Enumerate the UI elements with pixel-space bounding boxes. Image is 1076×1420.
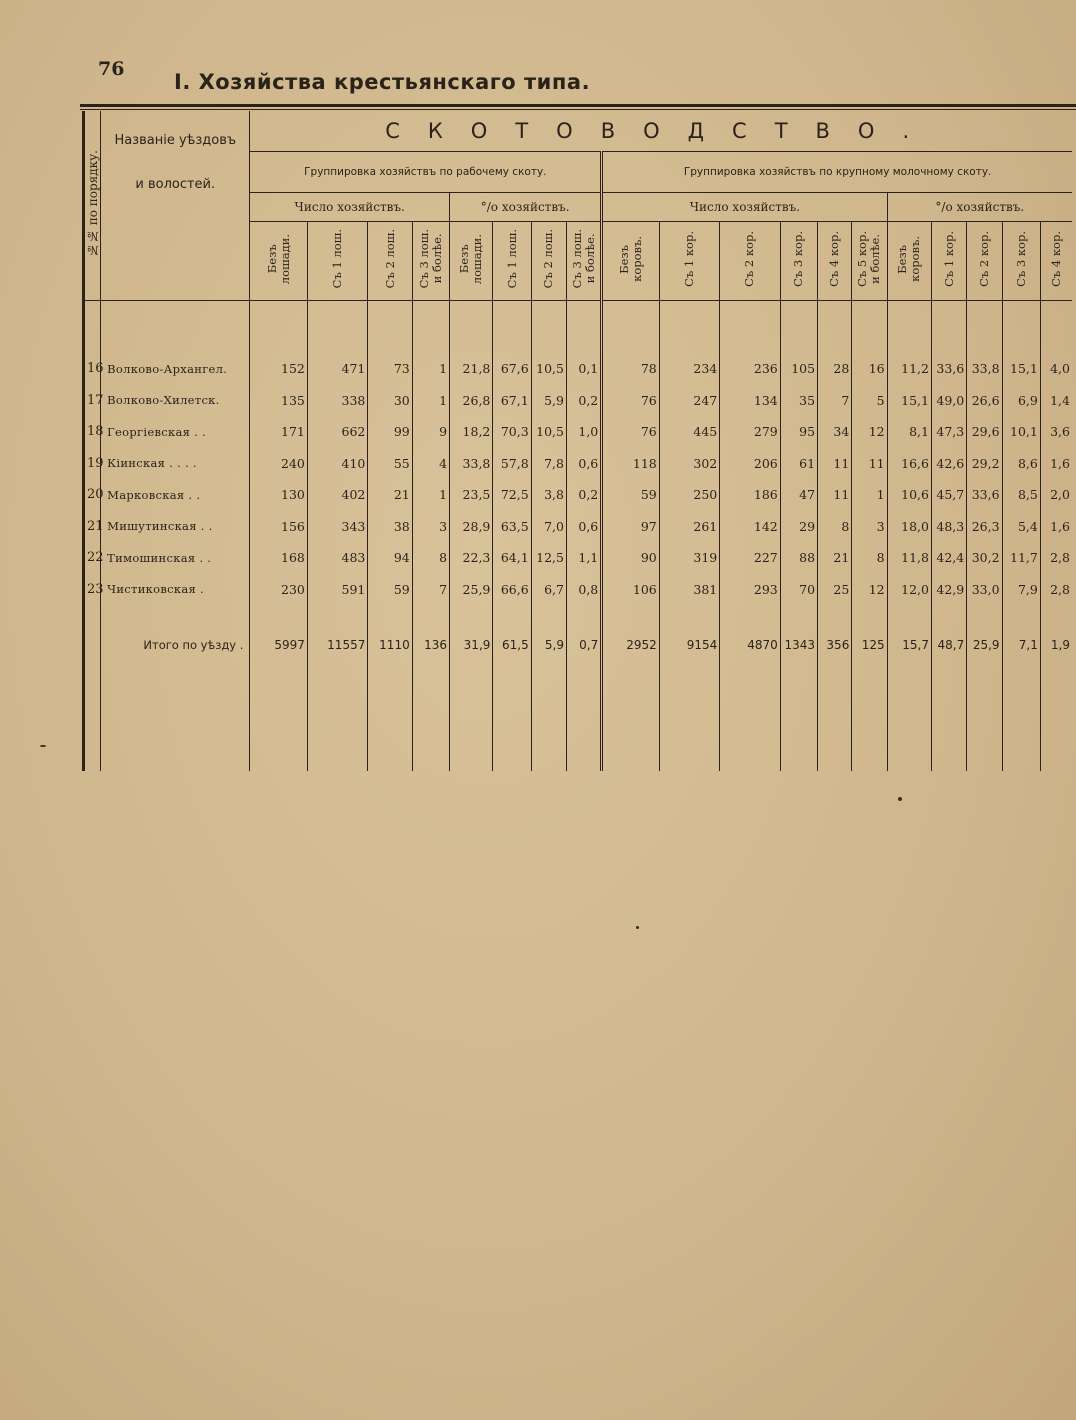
data-cell: 28,9 bbox=[450, 511, 493, 543]
data-cell: 12 bbox=[852, 416, 887, 448]
data-cell: 142 bbox=[720, 511, 781, 543]
data-cell: 26,8 bbox=[450, 385, 493, 417]
total-cell: 356 bbox=[818, 629, 852, 661]
table-row bbox=[84, 448, 1073, 480]
data-cell: 97 bbox=[602, 511, 659, 543]
col-header: Съ 3 кор. bbox=[780, 222, 817, 301]
total-cell: 48,7 bbox=[931, 629, 966, 661]
data-cell: 1 bbox=[412, 353, 449, 385]
data-cell: 1,1 bbox=[566, 542, 601, 574]
data-cell: 29,2 bbox=[967, 448, 1002, 480]
data-cell: 662 bbox=[307, 416, 368, 448]
data-cell: 1 bbox=[412, 479, 449, 511]
table-row bbox=[84, 574, 1073, 606]
data-cell: 106 bbox=[602, 574, 659, 606]
row-number: 22 bbox=[84, 542, 101, 574]
data-cell: 338 bbox=[307, 385, 368, 417]
district-name: Марковская . . bbox=[101, 479, 250, 511]
total-cell: 1343 bbox=[780, 629, 817, 661]
col-header: Съ 2 лош. bbox=[531, 222, 566, 301]
data-cell: 47,3 bbox=[931, 416, 966, 448]
row-number: 20 bbox=[84, 479, 101, 511]
data-cell: 11,7 bbox=[1002, 542, 1040, 574]
header-rule-thin bbox=[80, 109, 1076, 110]
header-rule bbox=[80, 104, 1076, 107]
data-cell: 70,3 bbox=[493, 416, 531, 448]
data-cell: 45,7 bbox=[931, 479, 966, 511]
total-cell: 25,9 bbox=[967, 629, 1002, 661]
data-cell: 26,6 bbox=[967, 385, 1002, 417]
data-cell: 0,8 bbox=[566, 574, 601, 606]
data-cell: 12,5 bbox=[531, 542, 566, 574]
data-cell: 152 bbox=[250, 353, 307, 385]
paper-speck bbox=[898, 797, 902, 801]
data-cell: 23,5 bbox=[450, 479, 493, 511]
top-spacer-row bbox=[84, 301, 1073, 354]
total-cell: 31,9 bbox=[450, 629, 493, 661]
col-header: Безъ коровъ. bbox=[887, 222, 931, 301]
paper-speck bbox=[40, 745, 46, 747]
total-label: Итого по уѣзду . bbox=[101, 629, 250, 661]
col-header: Съ 5 кор. и болѣе. bbox=[852, 222, 887, 301]
data-cell: 234 bbox=[659, 353, 720, 385]
group-workstock-count-header: Число хозяйствъ. bbox=[250, 193, 450, 222]
data-cell: 381 bbox=[659, 574, 720, 606]
data-cell: 7 bbox=[818, 385, 852, 417]
col-header: Съ 3 кор. bbox=[1002, 222, 1040, 301]
data-cell: 0,6 bbox=[566, 448, 601, 480]
table-row bbox=[84, 511, 1073, 543]
group-dairy-count-header: Число хозяйствъ. bbox=[602, 193, 887, 222]
data-cell: 168 bbox=[250, 542, 307, 574]
data-cell: 2,0 bbox=[1040, 479, 1072, 511]
data-cell: 15,1 bbox=[887, 385, 931, 417]
data-cell: 10,1 bbox=[1002, 416, 1040, 448]
data-cell: 59 bbox=[602, 479, 659, 511]
group-workstock-pct-header: °/о хозяйствъ. bbox=[450, 193, 602, 222]
data-cell: 59 bbox=[368, 574, 412, 606]
data-cell: 22,3 bbox=[450, 542, 493, 574]
data-cell: 1,6 bbox=[1040, 511, 1072, 543]
section-caption: СКОТОВОДСТВО. bbox=[250, 111, 1072, 152]
data-cell: 3 bbox=[412, 511, 449, 543]
total-row bbox=[84, 629, 1073, 661]
group-dairy-pct-header: °/о хозяйствъ. bbox=[887, 193, 1072, 222]
data-cell: 250 bbox=[659, 479, 720, 511]
data-cell: 8,6 bbox=[1002, 448, 1040, 480]
col-header: Безъ лошади. bbox=[250, 222, 307, 301]
data-cell: 186 bbox=[720, 479, 781, 511]
data-cell: 67,6 bbox=[493, 353, 531, 385]
table-row bbox=[84, 416, 1073, 448]
col-header: Съ 2 кор. bbox=[720, 222, 781, 301]
district-name: Кiинская . . . . bbox=[101, 448, 250, 480]
data-cell: 99 bbox=[368, 416, 412, 448]
data-cell: 0,2 bbox=[566, 385, 601, 417]
data-cell: 49,0 bbox=[931, 385, 966, 417]
data-cell: 156 bbox=[250, 511, 307, 543]
data-cell: 6,7 bbox=[531, 574, 566, 606]
data-cell: 18,0 bbox=[887, 511, 931, 543]
total-cell: 5,9 bbox=[531, 629, 566, 661]
data-cell: 7,9 bbox=[1002, 574, 1040, 606]
total-cell: 15,7 bbox=[887, 629, 931, 661]
data-cell: 38 bbox=[368, 511, 412, 543]
data-cell: 319 bbox=[659, 542, 720, 574]
data-cell: 445 bbox=[659, 416, 720, 448]
data-cell: 25 bbox=[818, 574, 852, 606]
data-cell: 8,1 bbox=[887, 416, 931, 448]
data-cell: 4 bbox=[412, 448, 449, 480]
district-name: Мишутинская . . bbox=[101, 511, 250, 543]
data-cell: 1,0 bbox=[566, 416, 601, 448]
data-cell: 591 bbox=[307, 574, 368, 606]
data-cell: 57,8 bbox=[493, 448, 531, 480]
data-cell: 410 bbox=[307, 448, 368, 480]
data-cell: 8 bbox=[818, 511, 852, 543]
data-cell: 21 bbox=[368, 479, 412, 511]
data-cell: 402 bbox=[307, 479, 368, 511]
data-cell: 11,8 bbox=[887, 542, 931, 574]
row-number: 23 bbox=[84, 574, 101, 606]
data-cell: 67,1 bbox=[493, 385, 531, 417]
col-name-header-line1: Названiе уѣздовъ bbox=[114, 133, 237, 148]
data-cell: 230 bbox=[250, 574, 307, 606]
data-cell: 7 bbox=[412, 574, 449, 606]
total-cell: 4870 bbox=[720, 629, 781, 661]
data-cell: 4,0 bbox=[1040, 353, 1072, 385]
data-cell: 76 bbox=[602, 416, 659, 448]
data-cell: 1 bbox=[412, 385, 449, 417]
data-cell: 34 bbox=[818, 416, 852, 448]
data-cell: 5 bbox=[852, 385, 887, 417]
data-cell: 9 bbox=[412, 416, 449, 448]
data-cell: 88 bbox=[780, 542, 817, 574]
data-cell: 0,1 bbox=[566, 353, 601, 385]
data-cell: 3 bbox=[852, 511, 887, 543]
data-cell: 3,8 bbox=[531, 479, 566, 511]
data-cell: 12,0 bbox=[887, 574, 931, 606]
tail-row bbox=[84, 661, 1073, 771]
total-cell: 125 bbox=[852, 629, 887, 661]
col-header: Съ 4 кор. bbox=[1040, 222, 1072, 301]
col-header: Безъ лошади. bbox=[450, 222, 493, 301]
table-row bbox=[84, 385, 1073, 417]
data-cell: 236 bbox=[720, 353, 781, 385]
data-cell: 8 bbox=[412, 542, 449, 574]
col-header: Съ 2 кор. bbox=[967, 222, 1002, 301]
data-cell: 33,6 bbox=[967, 479, 1002, 511]
col-header: Съ 1 лош. bbox=[307, 222, 368, 301]
total-cell: 61,5 bbox=[493, 629, 531, 661]
page-number: 76 bbox=[98, 58, 125, 80]
data-cell: 15,1 bbox=[1002, 353, 1040, 385]
data-cell: 227 bbox=[720, 542, 781, 574]
district-name: Волково-Хилетск. bbox=[101, 385, 250, 417]
gap-row bbox=[84, 605, 1073, 629]
data-cell: 48,3 bbox=[931, 511, 966, 543]
table-row bbox=[84, 479, 1073, 511]
total-cell: 0,7 bbox=[566, 629, 601, 661]
total-cell: 11557 bbox=[307, 629, 368, 661]
data-cell: 42,9 bbox=[931, 574, 966, 606]
paper-speck bbox=[636, 926, 639, 929]
data-cell: 0,6 bbox=[566, 511, 601, 543]
col-header: Съ 2 лош. bbox=[368, 222, 412, 301]
data-cell: 21,8 bbox=[450, 353, 493, 385]
data-cell: 11,2 bbox=[887, 353, 931, 385]
total-cell: 9154 bbox=[659, 629, 720, 661]
data-cell: 18,2 bbox=[450, 416, 493, 448]
data-cell: 66,6 bbox=[493, 574, 531, 606]
total-cell: 7,1 bbox=[1002, 629, 1040, 661]
data-cell: 135 bbox=[250, 385, 307, 417]
data-cell: 1,6 bbox=[1040, 448, 1072, 480]
district-name: Тимошинская . . bbox=[101, 542, 250, 574]
data-cell: 64,1 bbox=[493, 542, 531, 574]
data-cell: 76 bbox=[602, 385, 659, 417]
data-cell: 73 bbox=[368, 353, 412, 385]
data-cell: 29 bbox=[780, 511, 817, 543]
data-cell: 94 bbox=[368, 542, 412, 574]
data-cell: 33,6 bbox=[931, 353, 966, 385]
data-cell: 134 bbox=[720, 385, 781, 417]
data-cell: 78 bbox=[602, 353, 659, 385]
data-cell: 42,6 bbox=[931, 448, 966, 480]
data-cell: 206 bbox=[720, 448, 781, 480]
col-name-header-line2: и волостей. bbox=[135, 177, 216, 192]
data-cell: 3,6 bbox=[1040, 416, 1072, 448]
data-cell: 8 bbox=[852, 542, 887, 574]
data-cell: 11 bbox=[852, 448, 887, 480]
livestock-table bbox=[82, 111, 1072, 771]
data-cell: 471 bbox=[307, 353, 368, 385]
col-header: Съ 3 лош. и болѣе. bbox=[566, 222, 601, 301]
data-cell: 105 bbox=[780, 353, 817, 385]
data-cell: 25,9 bbox=[450, 574, 493, 606]
data-cell: 61 bbox=[780, 448, 817, 480]
district-name: Георгiевская . . bbox=[101, 416, 250, 448]
data-cell: 16 bbox=[852, 353, 887, 385]
data-cell: 55 bbox=[368, 448, 412, 480]
data-cell: 33,8 bbox=[450, 448, 493, 480]
data-cell: 10,5 bbox=[531, 416, 566, 448]
data-cell: 240 bbox=[250, 448, 307, 480]
data-cell: 47 bbox=[780, 479, 817, 511]
data-cell: 261 bbox=[659, 511, 720, 543]
data-cell: 30 bbox=[368, 385, 412, 417]
data-cell: 0,2 bbox=[566, 479, 601, 511]
data-cell: 8,5 bbox=[1002, 479, 1040, 511]
group-workstock-title: Группировка хозяйствъ по рабочему скоту. bbox=[250, 152, 602, 193]
data-cell: 33,0 bbox=[967, 574, 1002, 606]
data-cell: 247 bbox=[659, 385, 720, 417]
col-header: Съ 1 кор. bbox=[931, 222, 966, 301]
row-number: 21 bbox=[84, 511, 101, 543]
col-number-header: №№ по порядку. bbox=[84, 111, 101, 301]
row-number: 17 bbox=[84, 385, 101, 417]
data-cell: 42,4 bbox=[931, 542, 966, 574]
data-cell: 63,5 bbox=[493, 511, 531, 543]
total-cell: 1110 bbox=[368, 629, 412, 661]
table-row bbox=[84, 542, 1073, 574]
data-cell: 293 bbox=[720, 574, 781, 606]
data-cell: 30,2 bbox=[967, 542, 1002, 574]
data-cell: 7,0 bbox=[531, 511, 566, 543]
table-body bbox=[84, 301, 1073, 771]
data-cell: 26,3 bbox=[967, 511, 1002, 543]
row-number: 16 bbox=[84, 353, 101, 385]
data-cell: 10,6 bbox=[887, 479, 931, 511]
row-number: 19 bbox=[84, 448, 101, 480]
data-cell: 35 bbox=[780, 385, 817, 417]
total-cell: 136 bbox=[412, 629, 449, 661]
data-cell: 12 bbox=[852, 574, 887, 606]
page-title: I. Хозяйства крестьянскаго типа. bbox=[174, 70, 591, 94]
col-header: Съ 3 лош. и болѣе. bbox=[412, 222, 449, 301]
col-name-header bbox=[101, 111, 250, 301]
data-cell: 33,8 bbox=[967, 353, 1002, 385]
data-cell: 70 bbox=[780, 574, 817, 606]
data-cell: 130 bbox=[250, 479, 307, 511]
data-cell: 5,9 bbox=[531, 385, 566, 417]
group-dairy-title: Группировка хозяйствъ по крупному молочному скоту. bbox=[602, 152, 1072, 193]
data-cell: 72,5 bbox=[493, 479, 531, 511]
table-row bbox=[84, 353, 1073, 385]
data-cell: 7,8 bbox=[531, 448, 566, 480]
data-cell: 5,4 bbox=[1002, 511, 1040, 543]
data-cell: 10,5 bbox=[531, 353, 566, 385]
data-cell: 21 bbox=[818, 542, 852, 574]
data-cell: 90 bbox=[602, 542, 659, 574]
data-cell: 302 bbox=[659, 448, 720, 480]
data-cell: 343 bbox=[307, 511, 368, 543]
data-cell: 171 bbox=[250, 416, 307, 448]
data-cell: 1 bbox=[852, 479, 887, 511]
data-cell: 6,9 bbox=[1002, 385, 1040, 417]
col-header: Съ 4 кор. bbox=[818, 222, 852, 301]
data-cell: 483 bbox=[307, 542, 368, 574]
data-cell: 1,4 bbox=[1040, 385, 1072, 417]
data-cell: 118 bbox=[602, 448, 659, 480]
data-cell: 28 bbox=[818, 353, 852, 385]
row-number: 18 bbox=[84, 416, 101, 448]
data-cell: 11 bbox=[818, 479, 852, 511]
col-header: Съ 1 кор. bbox=[659, 222, 720, 301]
data-cell: 16,6 bbox=[887, 448, 931, 480]
data-cell: 11 bbox=[818, 448, 852, 480]
data-cell: 95 bbox=[780, 416, 817, 448]
total-cell: 5997 bbox=[250, 629, 307, 661]
col-header: Съ 1 лош. bbox=[493, 222, 531, 301]
total-cell: 2952 bbox=[602, 629, 659, 661]
total-cell: 1,9 bbox=[1040, 629, 1072, 661]
data-cell: 29,6 bbox=[967, 416, 1002, 448]
district-name: Чистиковская . bbox=[101, 574, 250, 606]
total-number-cell bbox=[84, 629, 101, 661]
data-cell: 2,8 bbox=[1040, 542, 1072, 574]
data-cell: 279 bbox=[720, 416, 781, 448]
district-name: Волково-Архангел. bbox=[101, 353, 250, 385]
col-header: Безъ коровъ. bbox=[602, 222, 659, 301]
data-cell: 2,8 bbox=[1040, 574, 1072, 606]
